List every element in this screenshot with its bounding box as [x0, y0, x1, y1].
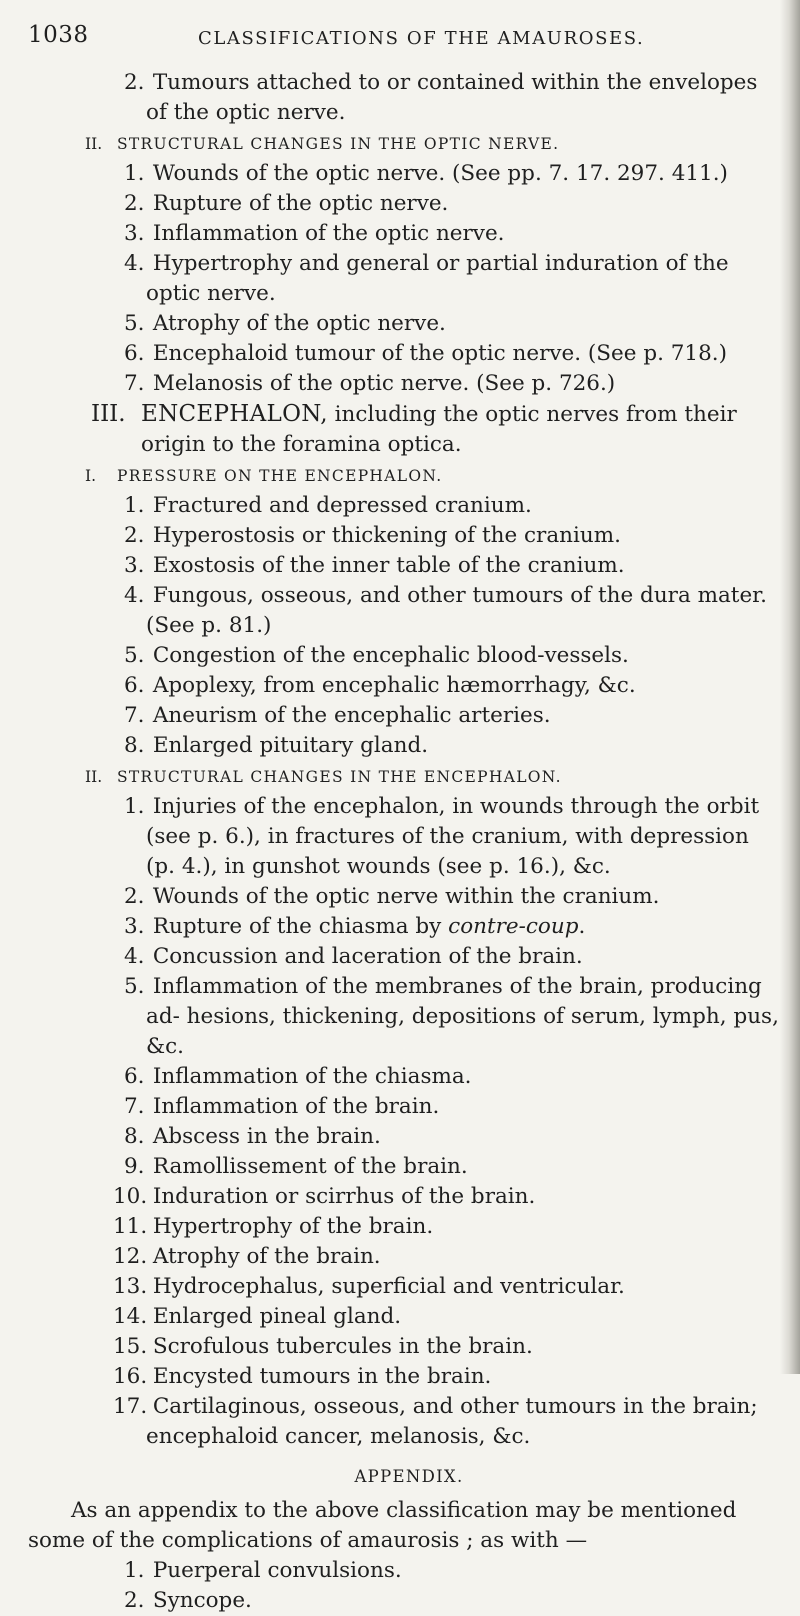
item-text: Syncope. [152, 1588, 252, 1613]
item-text: Cartilaginous, osseous, and other tumours in the brain; encephaloid cancer, melanosis, &c. [146, 1394, 758, 1449]
item-number: 3. [124, 914, 145, 939]
item-number: 1. [124, 161, 145, 186]
subsection-numeral: I. [85, 467, 97, 485]
section-heading-encephalon [28, 399, 780, 460]
list-item [28, 1182, 780, 1212]
list-item [28, 159, 780, 189]
list-item [28, 942, 780, 972]
item-number: 3. [124, 553, 145, 578]
item-number: 2. [124, 884, 145, 909]
list-item [28, 1152, 780, 1182]
item-number: 17. [113, 1394, 148, 1419]
item-number: 6. [124, 673, 145, 698]
nerve-structural-list [28, 159, 780, 399]
item-text: Rupture of the chiasma by [152, 914, 449, 939]
item-number: 6. [124, 1064, 145, 1089]
item-number: 7. [124, 1094, 145, 1119]
item-text: Scrofulous tubercules in the brain. [152, 1334, 533, 1359]
running-head [28, 20, 780, 68]
list-item [28, 1272, 780, 1302]
list-item [28, 551, 780, 581]
item-text: Melanosis of the optic nerve. (See p. 726.) [152, 371, 616, 396]
section-title: ENCEPHALON, [141, 401, 328, 427]
subsection-heading-nerve-structural [28, 129, 780, 159]
subsection-heading-pressure [28, 461, 780, 491]
list-item [28, 1122, 780, 1152]
item-text: Exostosis of the inner table of the cranium. [152, 553, 625, 578]
document-page [28, 20, 780, 1616]
item-text: Inflammation of the brain. [152, 1094, 440, 1119]
list-item [28, 731, 780, 761]
item-text: Fungous, osseous, and other tumours of the dura mater. (See p. 81.) [146, 583, 767, 638]
item-number: 2. [124, 1588, 145, 1613]
item-text: Wounds of the optic nerve. (See pp. 7. 17. 297. 411.) [152, 161, 728, 186]
item-number: 11. [113, 1214, 148, 1239]
item-text: Inflammation of the chiasma. [152, 1064, 472, 1089]
item-text: Abscess in the brain. [152, 1124, 381, 1149]
page-number: 1038 [28, 22, 89, 48]
item-number: 1. [124, 794, 145, 819]
item-text: Encysted tumours in the brain. [152, 1364, 492, 1389]
item-number: 13. [113, 1274, 148, 1299]
item-number: 8. [124, 1124, 145, 1149]
subsection-numeral: II. [85, 135, 103, 153]
item-text-end: . [578, 914, 586, 939]
list-item [28, 1062, 780, 1092]
list-item [28, 1242, 780, 1272]
item-number: 4. [124, 251, 145, 276]
item-text: Inflammation of the membranes of the brain, producing ad- hesions, thickening, depositions of serum, lymph, pus, &c. [146, 974, 779, 1059]
page-edge-shadow [780, 0, 800, 1374]
appendix-paragraph: As an appendix to the above classification may be mentioned some of the complications of amaurosis ; as with — [28, 1498, 737, 1553]
list-item [28, 369, 780, 399]
item-text: Hyperostosis or thickening of the cranium. [152, 523, 621, 548]
item-number: 15. [113, 1334, 148, 1359]
item-text: Injuries of the encephalon, in wounds through the orbit (see p. 6.), in fractures of the cranium, with depression (p. 4.), in gunshot wounds (see p. 16.), &c. [146, 794, 760, 879]
list-item [28, 68, 780, 128]
list-item [28, 1332, 780, 1362]
item-number: 5. [124, 974, 145, 999]
item-number: 10. [113, 1184, 148, 1209]
list-item [28, 1392, 780, 1452]
subsection-numeral: II. [85, 768, 103, 786]
section-numeral: III. [91, 401, 126, 427]
appendix-heading: APPENDIX. [354, 1467, 464, 1486]
item-number: 14. [113, 1304, 148, 1329]
item-number: 2. [124, 191, 145, 216]
list-item [28, 521, 780, 551]
item-number: 4. [124, 944, 145, 969]
item-text: Atrophy of the optic nerve. [152, 311, 446, 336]
item-text: Ramollissement of the brain. [152, 1154, 468, 1179]
item-text: Hypertrophy and general or partial induration of the optic nerve. [146, 251, 729, 306]
item-text: Tumours attached to or contained within the envelopes of the optic nerve. [146, 70, 758, 125]
item-number: 8. [124, 733, 145, 758]
item-number: 1. [124, 1558, 145, 1583]
running-title: CLASSIFICATIONS OF THE AMAUROSES. [198, 28, 645, 49]
item-text: Enlarged pineal gland. [152, 1304, 402, 1329]
item-text: Hypertrophy of the brain. [152, 1214, 434, 1239]
list-item [28, 339, 780, 369]
list-item [28, 1586, 780, 1616]
item-number: 12. [113, 1244, 148, 1269]
list-item [28, 1556, 780, 1586]
encephalon-structural-list [28, 792, 780, 1452]
list-item [28, 701, 780, 731]
item-number: 2. [124, 70, 145, 95]
italic-term: contre-coup [448, 914, 579, 939]
list-item [28, 912, 780, 942]
item-number: 7. [124, 371, 145, 396]
list-item [28, 219, 780, 249]
subsection-title: PRESSURE ON THE ENCEPHALON. [117, 467, 443, 485]
item-text: Atrophy of the brain. [152, 1244, 381, 1269]
item-number: 4. [124, 583, 145, 608]
list-item [28, 491, 780, 521]
subsection-heading-encephalon-structural [28, 762, 780, 792]
item-text: Fractured and depressed cranium. [152, 493, 532, 518]
list-item [28, 249, 780, 309]
item-text: Induration or scirrhus of the brain. [152, 1184, 536, 1209]
list-item [28, 671, 780, 701]
item-number: 6. [124, 341, 145, 366]
pressure-list [28, 491, 780, 761]
item-number: 3. [124, 221, 145, 246]
list-item [28, 1092, 780, 1122]
list-item [28, 1212, 780, 1242]
item-text: Encephaloid tumour of the optic nerve. (See p. 718.) [152, 341, 728, 366]
item-number: 2. [124, 523, 145, 548]
item-number: 5. [124, 643, 145, 668]
subsection-title: STRUCTURAL CHANGES IN THE OPTIC NERVE. [117, 135, 560, 153]
list-item [28, 882, 780, 912]
list-item [28, 972, 780, 1062]
item-number: 7. [124, 703, 145, 728]
item-text: Enlarged pituitary gland. [152, 733, 429, 758]
list-item [28, 641, 780, 671]
item-text: Apoplexy, from encephalic hæmorrhagy, &c. [152, 673, 636, 698]
list-item [28, 189, 780, 219]
item-text: Inflammation of the optic nerve. [152, 221, 505, 246]
list-item [28, 1362, 780, 1392]
item-text: Wounds of the optic nerve within the cranium. [152, 884, 660, 909]
item-number: 5. [124, 311, 145, 336]
list-item [28, 1302, 780, 1332]
list-item [28, 792, 780, 882]
item-text: Concussion and laceration of the brain. [152, 944, 583, 969]
item-number: 16. [113, 1364, 148, 1389]
subsection-title: STRUCTURAL CHANGES IN THE ENCEPHALON. [117, 768, 562, 786]
item-number: 1. [124, 493, 145, 518]
item-text: Hydrocephalus, superficial and ventricular. [152, 1274, 625, 1299]
item-text: Congestion of the encephalic blood-vessels. [152, 643, 629, 668]
list-item [28, 309, 780, 339]
item-text: Puerperal convulsions. [152, 1558, 402, 1583]
item-number: 9. [124, 1154, 145, 1179]
item-text: Aneurism of the encephalic arteries. [152, 703, 551, 728]
section-description: including the optic nerves from their origin to the foramina optica. [141, 402, 737, 457]
item-text: Rupture of the optic nerve. [152, 191, 449, 216]
list-item [28, 581, 780, 641]
